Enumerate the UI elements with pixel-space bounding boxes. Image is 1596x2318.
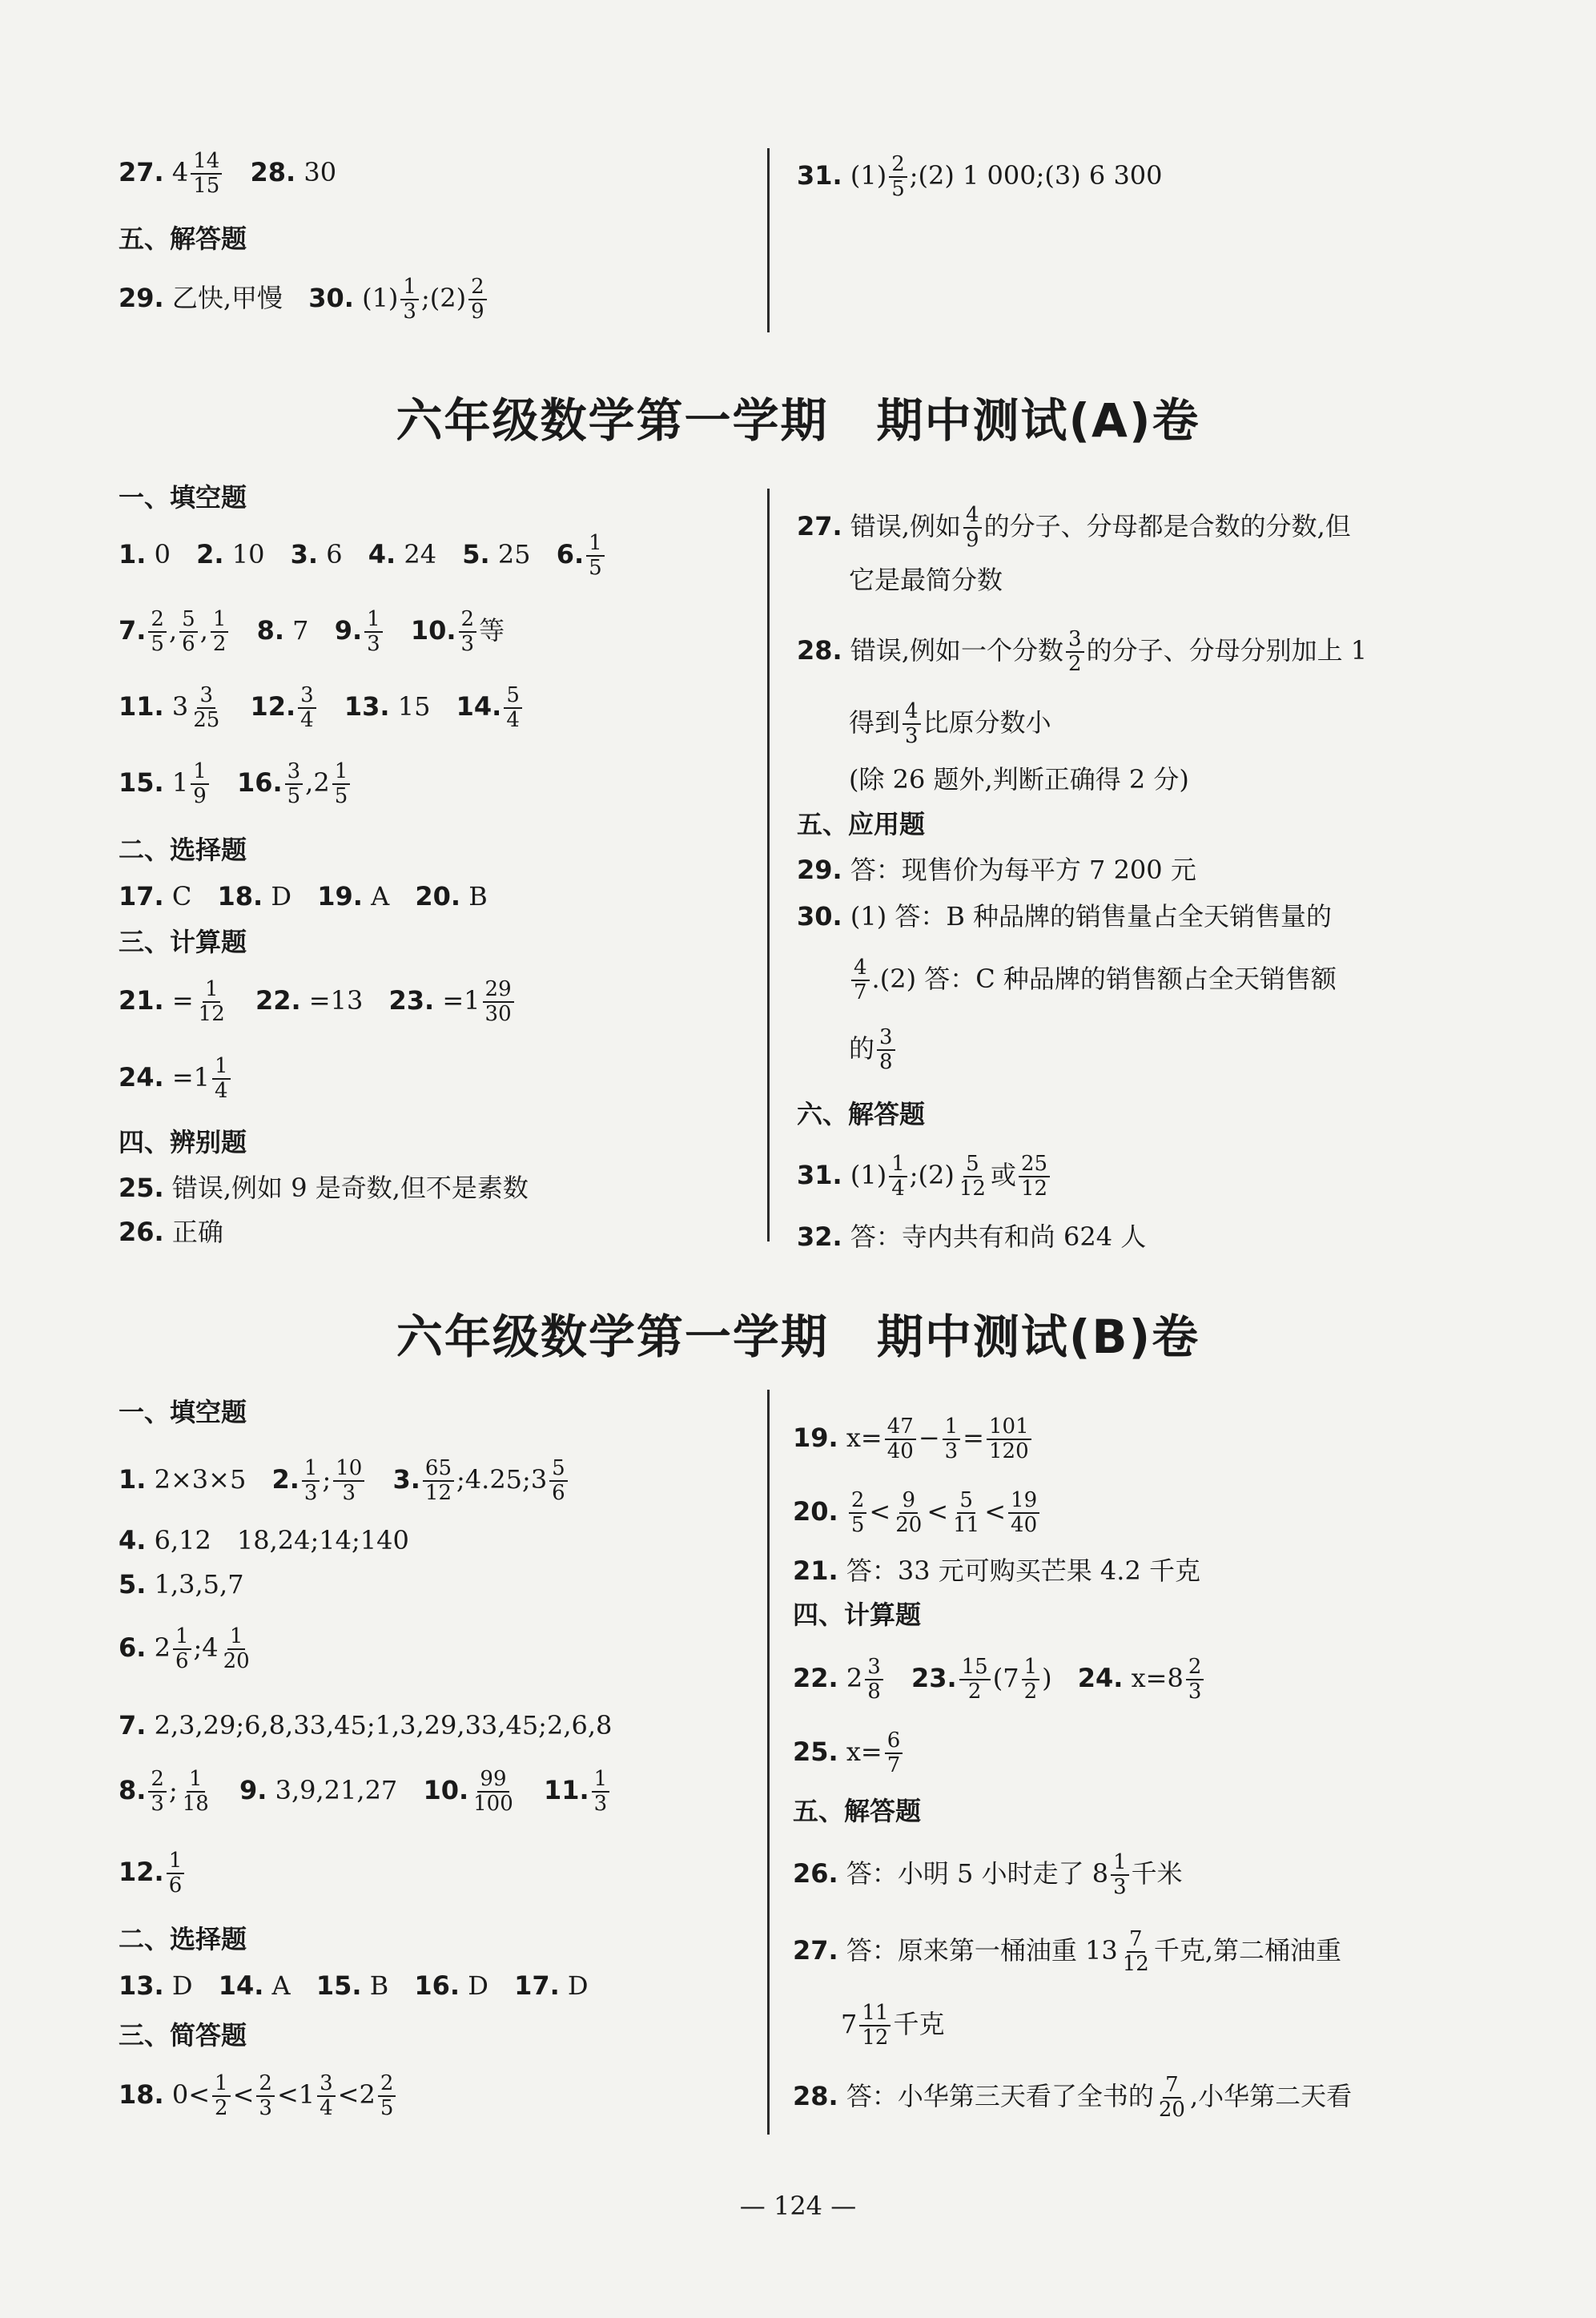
test-a-title: 六年级数学第一学期 期中测试(A)卷 xyxy=(396,393,1200,448)
test-a-q27-cont: 它是最简分数 xyxy=(849,565,1003,595)
test-a-q32: 32. 答：寺内共有和尚 624 人 xyxy=(797,1221,1147,1252)
test-b-row-13-17: 13. D 14. A 15. B 16. D 17. D xyxy=(119,1970,589,2001)
test-b-row-6: 6. 2 $\frac{1}{6}$ ;4 $\frac{1}{20}$ xyxy=(119,1624,250,1674)
test-b-q25: 25. x= $\frac{6}{7}$ xyxy=(793,1730,905,1777)
test-b-q21: 21. 答：33 元可购买芒果 4.2 千克 xyxy=(793,1555,1200,1586)
page-number: — 124 — xyxy=(739,2191,857,2221)
test-a-judge-heading: 四、辨别题 xyxy=(119,1127,247,1157)
test-b-row-7: 7. 2,3,29;6,8,33,45;1,3,29,33,45;2,6,8 xyxy=(119,1710,613,1741)
test-a-q28-cont: 得到 $\frac{4}{3}$ 比原分数小 xyxy=(849,699,1051,749)
top-q27-q28: 27. 4 $\frac{14}{15}$ 28. 30 xyxy=(119,149,337,199)
test-b-q28: 28. 答：小华第三天看了全书的 $\frac{7}{20}$ ,小华第二天看 xyxy=(793,2073,1353,2123)
test-a-row-15-16: 15. 1 $\frac{1}{9}$ 16. $\frac{3}{5}$ ,2 $\frac{1}{5}$ xyxy=(119,761,352,808)
test-b-q27: 27. 答：原来第一桶油重 13 $\frac{7}{12}$ 千克,第二桶油重 xyxy=(793,1927,1342,1977)
test-b-row-8-11: 8. $\frac{2}{3}$ ; $\frac{1}{18}$ 9. 3,9,21,27 10. $\frac{99}{100}$ 11. $\frac{1}{3}$ xyxy=(119,1769,612,1816)
test-a-q26: 26. 正确 xyxy=(119,1217,223,1247)
test-a-q31: 31. (1) $\frac{1}{4}$ ;(2) $\frac{5}{12}$ 或 $\frac{25}{12}$ xyxy=(797,1153,1052,1201)
test-b-row-12: 12. $\frac{1}{6}$ xyxy=(119,1850,187,1897)
test-b-q20: 20. $\frac{2}{5}$ < $\frac{9}{20}$ < $\frac{5}{11}$ < $\frac{19}{40}$ xyxy=(793,1490,1042,1537)
test-a-row-21-23: 21. = $\frac{1}{12}$ 22. =13 23. =1 $\frac{29}{30}$ xyxy=(119,979,517,1026)
test-a-q25: 25. 错误,例如 9 是奇数,但不是素数 xyxy=(119,1173,529,1203)
test-a-fill-heading: 一、填空题 xyxy=(119,482,247,513)
test-b-column-divider xyxy=(767,1390,770,2135)
top-section-heading: 五、解答题 xyxy=(119,223,247,254)
test-a-q30: 30. (1) 答：B 种品牌的销售量占全天销售量的 xyxy=(797,901,1333,932)
test-b-row-18: 18. 0< $\frac{1}{2}$ < $\frac{2}{3}$ <1 $\frac{3}{4}$ <2 $\frac{2}{5}$ xyxy=(119,2073,398,2120)
test-b-title: 六年级数学第一学期 期中测试(B)卷 xyxy=(396,1310,1200,1364)
test-a-q30-cont: $\frac{4}{7}$ .(2) 答：C 种品牌的销售额占全天销售额 xyxy=(849,957,1337,1004)
test-b-row-5: 5. 1,3,5,7 xyxy=(119,1569,244,1600)
test-a-apply-heading: 五、应用题 xyxy=(797,809,926,839)
test-a-q28-note: (除 26 题外,判断正确得 2 分) xyxy=(849,764,1189,795)
test-a-row-11-14: 11. 3 $\frac{3}{25}$ 12. $\frac{3}{4}$ 13. 15 14. $\frac{5}{4}$ xyxy=(119,685,525,732)
test-a-q28: 28. 错误,例如一个分数 $\frac{3}{2}$ 的分子、分母分别加上 1 xyxy=(797,627,1368,677)
test-b-choice-heading: 二、选择题 xyxy=(119,1924,247,1954)
test-a-row-7-10: 7. $\frac{2}{5}$ , $\frac{5}{6}$ , $\frac{1}{2}$ 8. 7 9. $\frac{1}{3}$ 10. $\frac{2}{3}$ 等 xyxy=(119,607,505,657)
test-b-fill-heading: 一、填空题 xyxy=(119,1397,247,1427)
top-q29-q30: 29. 乙快,甲慢 30. (1) $\frac{1}{3}$ ;(2) $\frac{2}{9}$ xyxy=(119,276,489,324)
test-a-q27: 27. 错误,例如 $\frac{4}{9}$ 的分子、分母都是合数的分数,但 xyxy=(797,503,1351,553)
test-b-calc-heading: 四、计算题 xyxy=(793,1600,922,1630)
test-a-q29: 29. 答：现售价为每平方 7 200 元 xyxy=(797,855,1196,885)
test-b-q26: 26. 答：小明 5 小时走了 8 $\frac{1}{3}$ 千米 xyxy=(793,1850,1183,1900)
test-a-row-1-6: 1. 0 2. 10 3. 6 4. 24 5. 25 6. $\frac{1}{5}$ xyxy=(119,533,607,580)
test-a-column-divider xyxy=(767,489,770,1241)
test-b-q19: 19. x= $\frac{47}{40}$ − $\frac{1}{3}$ = $\frac{101}{120}$ xyxy=(793,1416,1034,1463)
test-a-calc-heading: 三、计算题 xyxy=(119,927,247,957)
test-b-short-heading: 三、简答题 xyxy=(119,2020,247,2050)
test-a-q30-cont2: 的 $\frac{3}{8}$ xyxy=(849,1027,898,1074)
test-b-row-1-3: 1. 2×3×5 2. $\frac{1}{3}$ ; $\frac{10}{3}$ 3. $\frac{65}{12}$ ;4.25;3 $\frac{5}{6}$ xyxy=(119,1458,570,1505)
top-column-divider xyxy=(767,148,770,332)
test-b-q27-cont: 7 $\frac{11}{12}$ 千克 xyxy=(841,2001,945,2050)
test-a-row-17-20: 17. C 18. D 19. A 20. B xyxy=(119,881,488,912)
test-a-solve-heading: 六、解答题 xyxy=(797,1099,926,1129)
top-q31: 31. (1) $\frac{2}{5}$ ;(2) 1 000;(3) 6 300 xyxy=(797,152,1163,202)
test-b-solve-heading: 五、解答题 xyxy=(793,1796,922,1826)
test-a-row-24: 24. =1 $\frac{1}{4}$ xyxy=(119,1056,233,1103)
test-a-choice-heading: 二、选择题 xyxy=(119,835,247,865)
test-b-q22-24: 22. 2 $\frac{3}{8}$ 23. $\frac{15}{2}$ (7 $\frac{1}{2}$ ) 24. x=8 $\frac{2}{3}$ xyxy=(793,1656,1206,1704)
test-b-row-4: 4. 6,12 18,24;14;140 xyxy=(119,1525,409,1555)
